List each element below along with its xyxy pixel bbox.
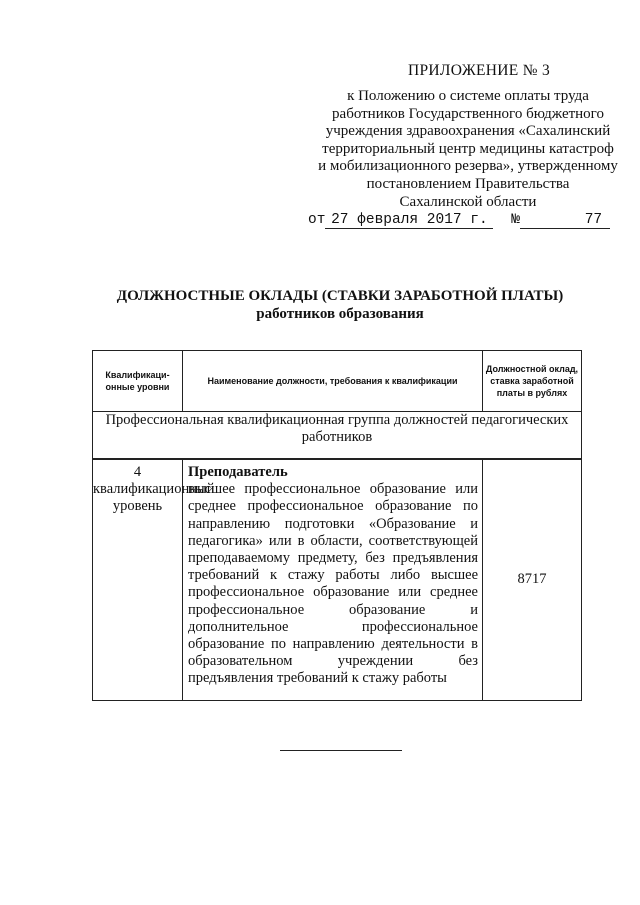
salary-value: 8717 — [483, 459, 582, 701]
approval-date: 27 февраля 2017 г. — [325, 212, 493, 229]
appendix-text — [312, 88, 624, 211]
position-requirements: высшее профессиональное образование или среднее профессиональное образование по направлению подготовки «Образование и педагогика» или в области, соответствующей преподаваемому предмету, без предъявления требований к стажу работы либо высшее профессиональное образование или среднее профессиональное образование и дополнительное профессиональное образование по направлению деятельности в образовательном учреждении без предъявления требований к стажу работы — [188, 481, 478, 687]
document-title: ДОЛЖНОСТНЫЕ ОКЛАДЫ (СТАВКИ ЗАРАБОТНОЙ ПЛАТЫ) — [116, 288, 564, 304]
appendix-line: к Положению о системе оплаты труда — [347, 88, 589, 104]
header-position: Наименование должности, требования к квалификации — [183, 351, 483, 412]
appendix-line: учреждения здравоохранения «Сахалинский — [325, 123, 611, 140]
appendix-line: и мобилизационного резерва», утвержденному — [318, 158, 618, 175]
salary-table — [92, 350, 582, 701]
number-sign: № — [511, 212, 521, 228]
appendix-line: Сахалинской области — [399, 193, 537, 210]
position-cell — [183, 459, 483, 701]
end-divider — [280, 750, 402, 751]
appendix-title: ПРИЛОЖЕНИЕ № 3 — [408, 62, 551, 79]
appendix-line: территориальный центр медицины катастроф — [322, 140, 614, 157]
appendix-line: постановлением Правительства — [366, 175, 570, 192]
approval-line — [308, 212, 610, 229]
table-header-row — [93, 351, 582, 412]
table-row — [93, 459, 582, 701]
document-title-block — [60, 287, 620, 323]
header-level: Квалификаци-онные уровни — [93, 351, 183, 412]
appendix-line: работников Государственного бюджетного — [332, 105, 604, 122]
level-cell: 4 квалификационный уровень — [93, 459, 183, 701]
group-title: Профессиональная квалификационная группа должностей педагогических работников — [93, 412, 582, 460]
group-row — [93, 412, 582, 460]
approval-number: 77 — [520, 212, 610, 229]
header-salary: Должностной оклад, ставка заработной платы в рублях — [483, 351, 582, 412]
approval-prefix: от — [308, 212, 326, 228]
document-subtitle: работников образования — [256, 306, 424, 322]
position-title: Преподаватель — [188, 464, 288, 480]
